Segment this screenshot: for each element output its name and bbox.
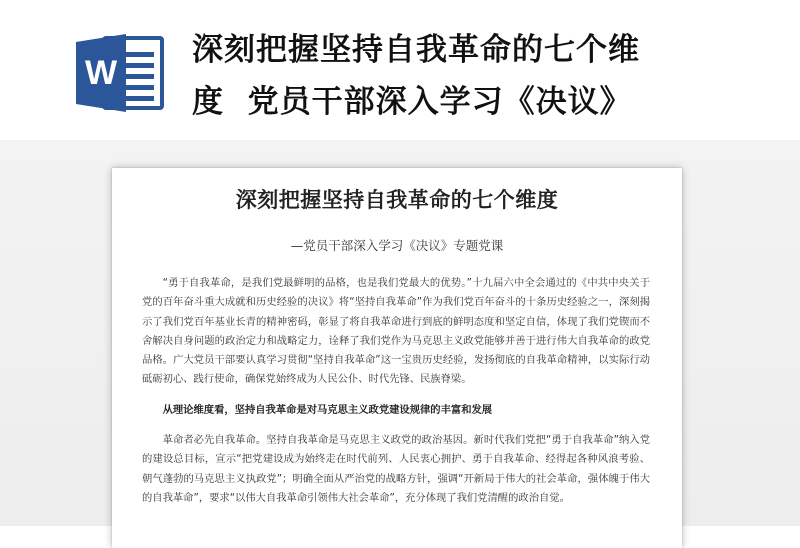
section-heading: 从理论维度看，坚持自我革命是对马克思主义政党建设规律的丰富和发展 bbox=[162, 403, 493, 416]
banner-title-line1: 深刻把握坚持自我革命的七个维 bbox=[192, 32, 640, 68]
document-title: 深刻把握坚持自我革命的七个维度 bbox=[235, 188, 559, 212]
document-page[interactable] bbox=[112, 168, 682, 548]
word-icon-letter: W bbox=[84, 54, 118, 92]
banner-title bbox=[192, 24, 752, 128]
word-document-icon bbox=[76, 32, 166, 114]
paragraph: 革命者必先自我革命。坚持自我革命是马克思主义政党的政治基因。新时代我们党把“勇于自我革命”纳入党的建设总目标，宣示“把党建设成为始终走在时代前列、人民衷心拥护、勇于自我革命、经得起各种风浪考验、朝气蓬勃的马克思主义执政党”；明确全面从严治党的战略方针，强调“开新局于伟大的社会革命，强体魄于伟大的自我革命”，要求“以伟大自我革命引领伟大社会革命”，充分体现了我们党清醒的政治自觉。 bbox=[142, 434, 650, 504]
document-body bbox=[142, 274, 650, 508]
document-subtitle: —党员干部深入学习《决议》专题党课 bbox=[290, 238, 504, 253]
banner-title-line2: 度 党员干部深入学习《决议》 bbox=[192, 84, 632, 120]
paragraph: “勇于自我革命，是我们党最鲜明的品格，也是我们党最大的优势。”十九届六中全会通过的《中共中央关于党的百年奋斗重大成就和历史经验的决议》将“坚持自我革命”作为我们党百年奋斗的十条历史经验之一，深刻揭示了我们党百年基业长青的精神密码，彰显了将自我革命进行到底的鲜明态度和坚定自信，体现了我们党锲而不舍解决自身问题的政治定力和战略定力，诠释了我们党作为马克思主义政党能够并善于进行伟大自我革命的政党品格。广大党员干部要认真学习贯彻“坚持自我革命”这一宝贵历史经验，发扬彻底的自我革命精神，以实际行动砥砺初心、践行使命，确保党始终成为人民公仆、时代先锋、民族脊梁。 bbox=[142, 277, 650, 386]
banner bbox=[0, 0, 800, 140]
